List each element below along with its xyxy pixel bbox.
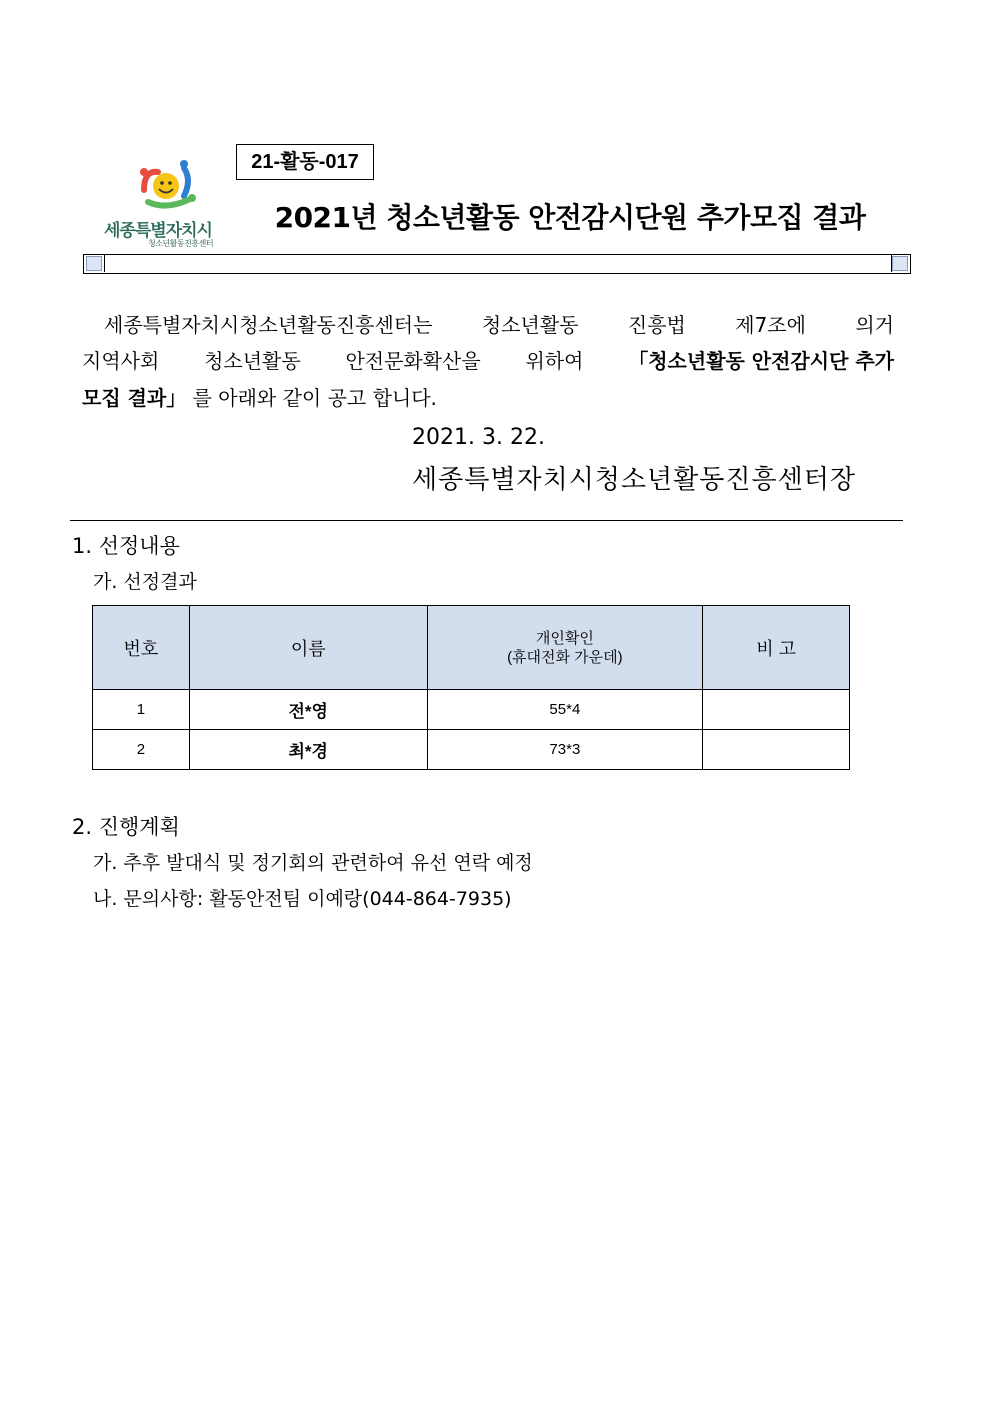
selection-result-table: [92, 605, 850, 770]
notice-word: 청소년활동: [481, 313, 579, 337]
section-1-subheading: 가. 선정결과: [93, 571, 197, 593]
row-note: [703, 690, 850, 730]
section-2-item: 나. 문의사항: 활동안전팀 이예랑(044-864-7935): [93, 888, 512, 910]
row-personal-check: 73*3: [427, 730, 703, 770]
header-personal-check-line2: (휴대전화 가운데): [507, 648, 623, 666]
row-note: [703, 730, 850, 770]
notice-line-2: [82, 342, 894, 380]
section-divider: [70, 520, 903, 521]
table-header-row: [93, 606, 850, 690]
notice-word: 진흥법: [627, 313, 686, 337]
notice-word: 제7조에: [735, 313, 806, 337]
table-row: [93, 690, 850, 730]
row-personal-check: 55*4: [427, 690, 703, 730]
row-number: 2: [93, 730, 190, 770]
header-number: 번호: [93, 606, 190, 690]
notice-text: 를 아래와 같이 공고 합니다.: [192, 386, 437, 410]
row-name: 전*영: [189, 690, 427, 730]
header-personal-check: [427, 606, 703, 690]
logo-subtitle: 청소년활동진흥센터: [148, 239, 214, 248]
notice-line-1: [104, 306, 894, 344]
section-1-heading: 1. 선정내용: [72, 534, 180, 558]
header-bar-right-cap: [892, 256, 908, 271]
notice-date: 2021. 3. 22.: [412, 425, 545, 450]
notice-word: 위하여: [525, 349, 584, 373]
notice-word: 지역사회: [82, 349, 160, 373]
notice-line-3: [82, 379, 437, 417]
row-name: 최*경: [189, 730, 427, 770]
document-number-box: 21-활동-017: [236, 144, 374, 180]
header-name: 이름: [189, 606, 427, 690]
notice-word: 안전문화확산을: [345, 349, 481, 373]
notice-word: 의거: [855, 313, 894, 337]
notice-word: 청소년활동: [204, 349, 301, 373]
logo-city-name: 세종특별자치시: [104, 221, 212, 241]
notice-word: 세종특별자치시청소년활동진흥센터는: [104, 313, 433, 337]
notice-bold-text: 「청소년활동 안전감시단 추가: [628, 349, 894, 373]
logo-figure-icon: [114, 158, 224, 218]
notice-issuer: 세종특별자치시청소년활동진흥센터장: [412, 465, 856, 495]
section-2-item: 가. 추후 발대식 및 정기회의 관련하여 유선 연락 예정: [93, 852, 533, 874]
row-number: 1: [93, 690, 190, 730]
header-bar: [83, 254, 911, 274]
header-bar-left-divider: [104, 255, 105, 272]
document-title: 2021년 청소년활동 안전감시단원 추가모집 결과: [274, 201, 866, 234]
notice-bold-text: 모집 결과」: [82, 386, 187, 410]
header-note: 비 고: [703, 606, 850, 690]
sejong-logo: [96, 158, 226, 250]
table-row: [93, 730, 850, 770]
section-2-heading: 2. 진행계획: [72, 815, 180, 839]
header-bar-left-cap: [86, 256, 102, 271]
header-personal-check-line1: 개인확인: [535, 629, 594, 647]
